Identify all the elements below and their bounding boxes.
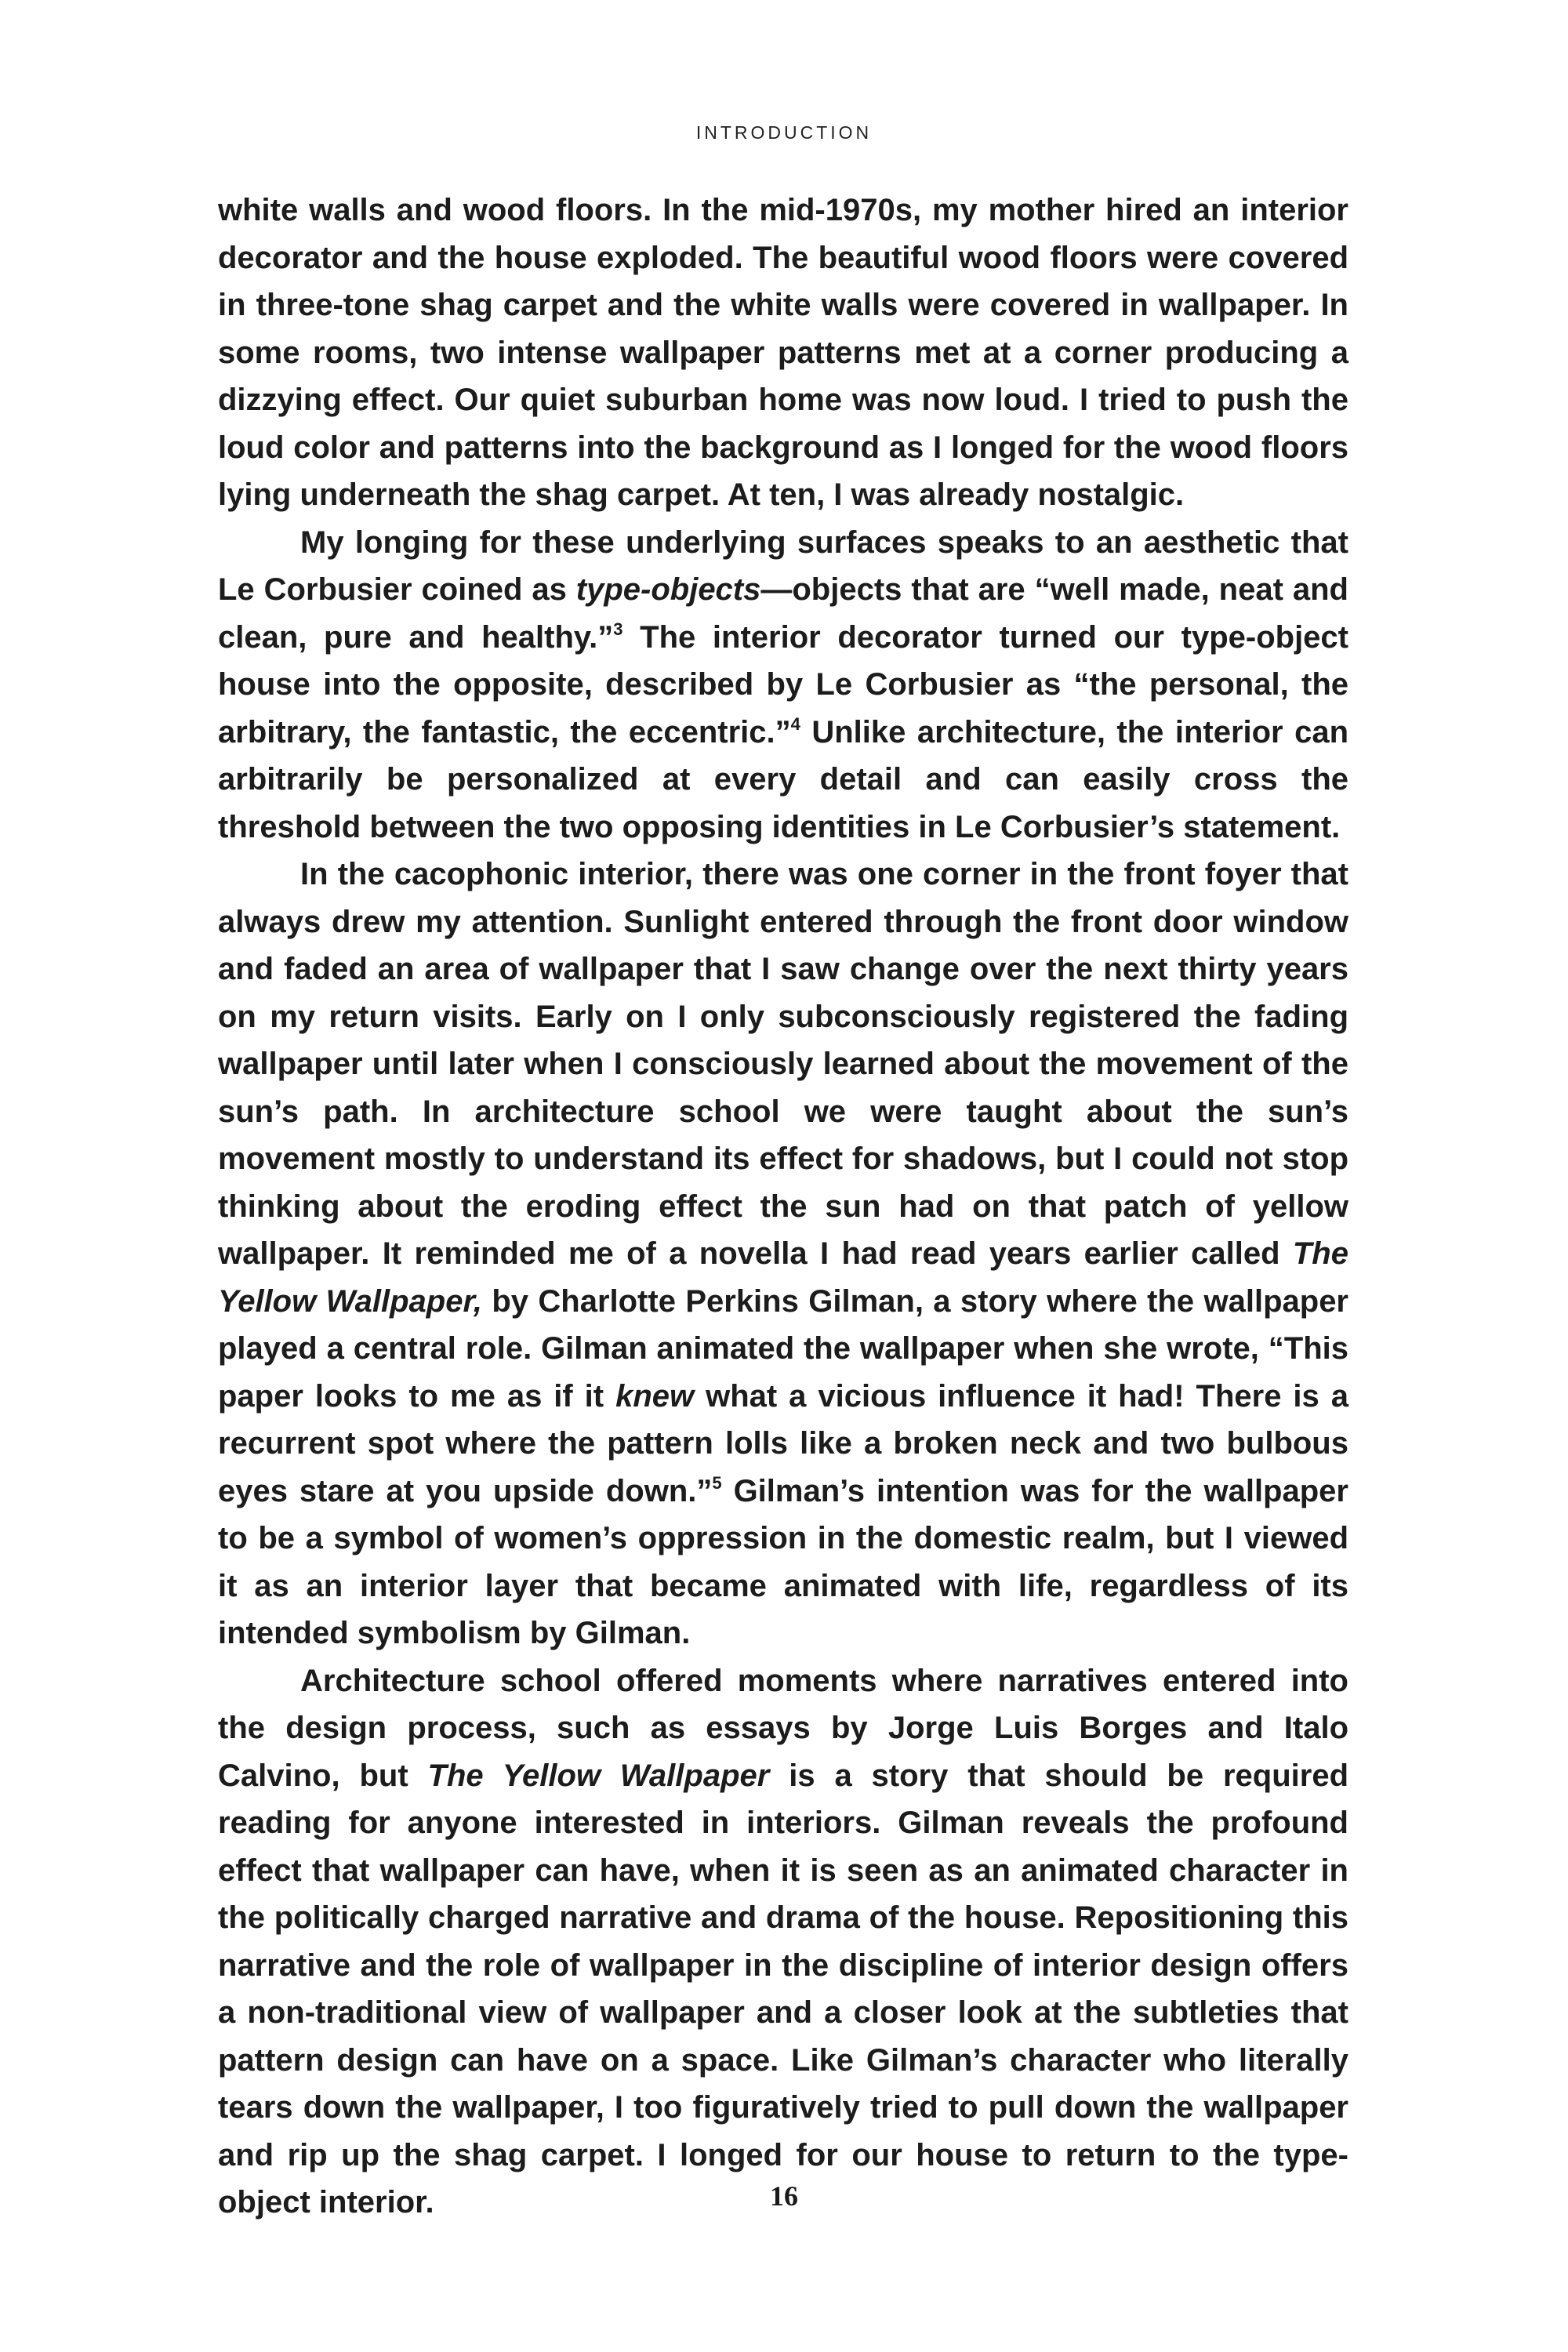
text-run: —objects that are “well made, neat and clean, pure and healthy.” bbox=[218, 572, 1348, 655]
body-text bbox=[218, 187, 1348, 2227]
paragraph bbox=[218, 1657, 1348, 2227]
paragraph bbox=[218, 851, 1348, 1657]
italic-text: type-objects bbox=[575, 572, 761, 607]
paragraph bbox=[218, 187, 1348, 519]
text-run: by Charlotte Perkins Gilman, a story where the wallpaper played a central role. Gilman animated the wallpaper when she wrote, “This paper looks to me as if it bbox=[218, 1283, 1348, 1414]
text-run: Unlike architecture, the interior can arbitrarily be personalized at every detail and can easily cross the threshold between the two opposing identities in Le Corbusier’s statement. bbox=[218, 714, 1348, 844]
text-run: what a vicious influence it had! There is a recurrent spot where the pattern lolls like a broken neck and two bulbous eyes stare at you upside down.” bbox=[218, 1378, 1348, 1508]
text-run: The interior decorator turned our type-object house into the opposite, described by Le Corbusier as “the personal, the arbitrary, the fantastic, the eccentric.” bbox=[218, 619, 1348, 750]
text-run: is a story that should be required reading for anyone interested in interiors. Gilman reveals the profound effect that wallpaper can have, when it is seen as an animated character in the politically charged narrative and drama of the house. Repositioning this narrative and the role of wallpaper in the discipline of interior design offers a non-traditional view of wallpaper and a closer look at the subtleties that pattern design can have on a space. Like Gilman’s character who literally tears down the wallpaper, I too figuratively tried to pull down the wallpaper and rip up the shag carpet. I longed for our house to return to the type-object interior. bbox=[218, 1758, 1349, 2220]
text-run: Gilman’s intention was for the wallpaper to be a symbol of women’s oppression in the domestic realm, but I viewed it as an interior layer that became animated with life, regardless of its intended symbolism by Gilman. bbox=[218, 1473, 1348, 1650]
paragraph bbox=[218, 519, 1348, 851]
text-run: white walls and wood floors. In the mid-1970s, my mother hired an interior decorator and the house exploded. The beautiful wood floors were covered in three-tone shag carpet and the white walls were covered in wallpaper. In some rooms, two intense wallpaper patterns met at a corner producing a dizzying effect. Our quiet suburban home was now loud. I tried to push the loud color and patterns into the background as I longed for the wood floors lying underneath the shag carpet. At ten, I was already nostalgic. bbox=[218, 193, 1348, 512]
italic-text: knew bbox=[615, 1378, 695, 1414]
italic-text: The Yellow Wallpaper, bbox=[218, 1236, 1348, 1319]
footnote-marker: 3 bbox=[613, 619, 623, 639]
text-run: My longing for these underlying surfaces speaks to an aesthetic that Le Corbusier coined as bbox=[218, 524, 1348, 607]
page-number: 16 bbox=[770, 2180, 798, 2212]
footnote-marker: 4 bbox=[790, 713, 800, 734]
text-run: In the cacophonic interior, there was one corner in the front foyer that always drew my attention. Sunlight entered through the front door window and faded an area of wallpaper that I saw change over the next thirty years on my return visits. Early on I only subconsciously registered the fading wallpaper until later when I consciously learned about the movement of the sun’s path. In architecture school we were taught about the sun’s movement mostly to understand its effect for shadows, but I could not stop thinking about the eroding effect the sun had on that patch of yellow wallpaper. It reminded me of a novella I had read years earlier called bbox=[218, 857, 1348, 1271]
footnote-marker: 5 bbox=[712, 1472, 722, 1493]
italic-text: The Yellow Wallpaper bbox=[427, 1758, 770, 1793]
text-run: Architecture school offered moments where narratives entered into the design process, such as essays by Jorge Luis Borges and Italo Calvino, but bbox=[218, 1663, 1348, 1793]
running-head: INTRODUCTION bbox=[695, 122, 873, 143]
